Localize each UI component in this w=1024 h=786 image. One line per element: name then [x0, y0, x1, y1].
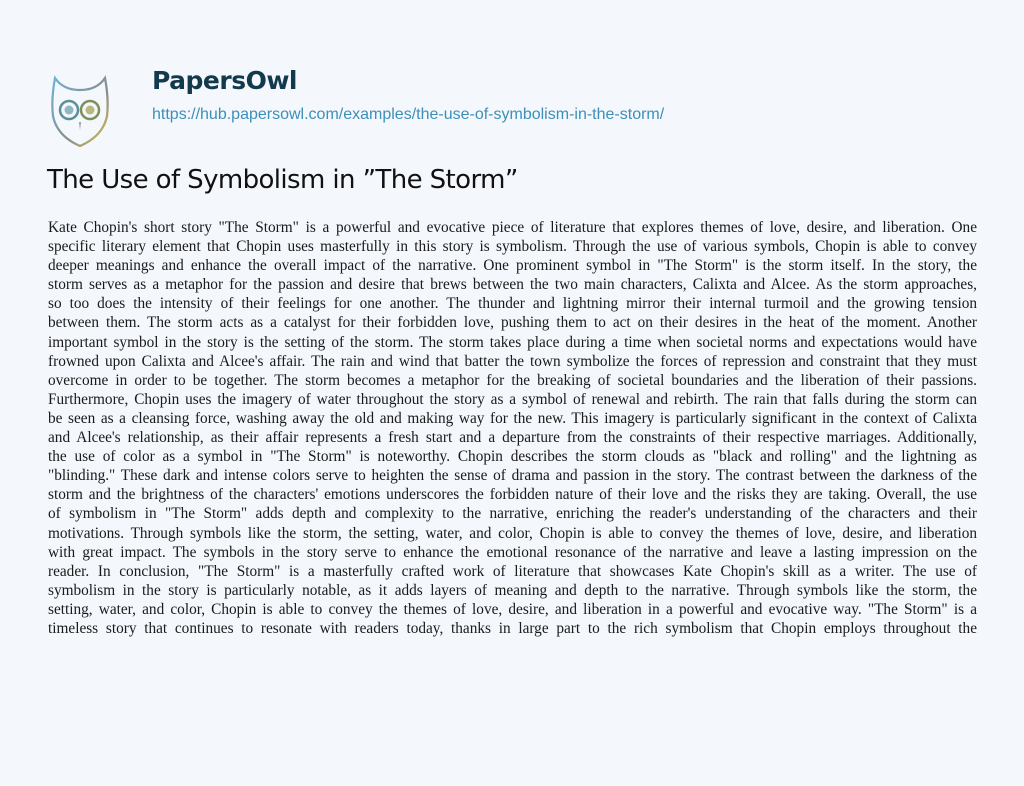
essay-line: "blinding." These dark and intense colors serve to heighten the sense of drama and passion in the story. The contrast between the darkness of the [48, 467, 977, 485]
essay-line: of symbolism in "The Storm" adds depth and complexity to the narrative, enriching the reader's understanding of the characters and their [48, 505, 977, 523]
owl-logo-icon [49, 70, 111, 148]
essay-line: storm and the brightness of the characters' emotions underscores the forbidden nature of their love and the risks they are taking. Overall, the use [48, 486, 977, 504]
essay-line: overcome in order to be together. The storm becomes a metaphor for the breaking of societal boundaries and the liberation of their passions. [48, 371, 977, 389]
essay-body [48, 218, 977, 638]
brand-name[interactable]: PapersOwl [152, 66, 297, 95]
essay-line: so too does the intensity of their feelings for one another. The thunder and lightning mirror their internal turmoil and the growing tension [48, 295, 977, 313]
page-title: The Use of Symbolism in ”The Storm” [47, 165, 518, 195]
essay-line: storm serves as a metaphor for the passion and desire that brews between the two main characters, Calixta and Alcee. As the storm approaches, [48, 276, 977, 294]
essay-line: and Alcee's relationship, as their affair represents a fresh start and a departure from the constraints of their respective marriages. Additionally, [48, 429, 977, 447]
essay-line: timeless story that continues to resonate with readers today, thanks in large part to the rich symbolism that Chopin employs throughout the [48, 619, 977, 637]
essay-line: Kate Chopin's short story "The Storm" is a powerful and evocative piece of literature that explores themes of love, desire, and liberation. One [48, 219, 977, 236]
essay-line: setting, water, and color, Chopin is able to convey the themes of love, desire, and liberation in a powerful and evocative way. "The Storm" is a [48, 600, 977, 618]
essay-line: the use of color as a symbol in "The Storm" is noteworthy. Chopin describes the storm clouds as "black and rolling" and the lightning as [48, 448, 977, 466]
essay-line: Furthermore, Chopin uses the imagery of water throughout the story as a symbol of renewal and rebirth. The rain that falls during the storm can [48, 390, 977, 408]
essay-line: symbolism in the story is particularly notable, as it adds layers of meaning and depth to the narrative. Through symbols like the storm, the [48, 581, 977, 599]
essay-line: deeper meanings and enhance the overall impact of the narrative. One prominent symbol in "The Storm" is the storm itself. In the story, the [48, 257, 977, 275]
essay-line: frowned upon Calixta and Alcee's affair. The rain and wind that batter the town symbolize the forces of repression and constraint that they must [48, 352, 977, 370]
essay-line: between them. The storm acts as a catalyst for their forbidden love, pushing them to act on their desires in the heat of the moment. Another [48, 314, 977, 332]
source-url-link[interactable]: https://hub.papersowl.com/examples/the-use-of-symbolism-in-the-storm/ [152, 106, 665, 123]
essay-line: be seen as a cleansing force, washing away the old and making way for the new. This imagery is particularly significant in the context of Calixta [48, 409, 977, 427]
essay-line: motivations. Through symbols like the storm, the setting, water, and color, Chopin is able to convey the themes of love, desire, and liberation [48, 524, 977, 542]
essay-line: reader. In conclusion, "The Storm" is a masterfully crafted work of literature that showcases Kate Chopin's skill as a writer. The use of [48, 562, 977, 580]
essay-line: important symbol in the story is the setting of the storm. The storm takes place during a time when societal norms and expectations would have [48, 333, 977, 351]
essay-line: specific literary element that Chopin uses masterfully in this story is symbolism. Through the use of various symbols, Chopin is able to convey [48, 238, 977, 256]
essay-line: with great impact. The symbols in the story serve to enhance the emotional resonance of the narrative and leave a lasting impression on the [48, 543, 977, 561]
